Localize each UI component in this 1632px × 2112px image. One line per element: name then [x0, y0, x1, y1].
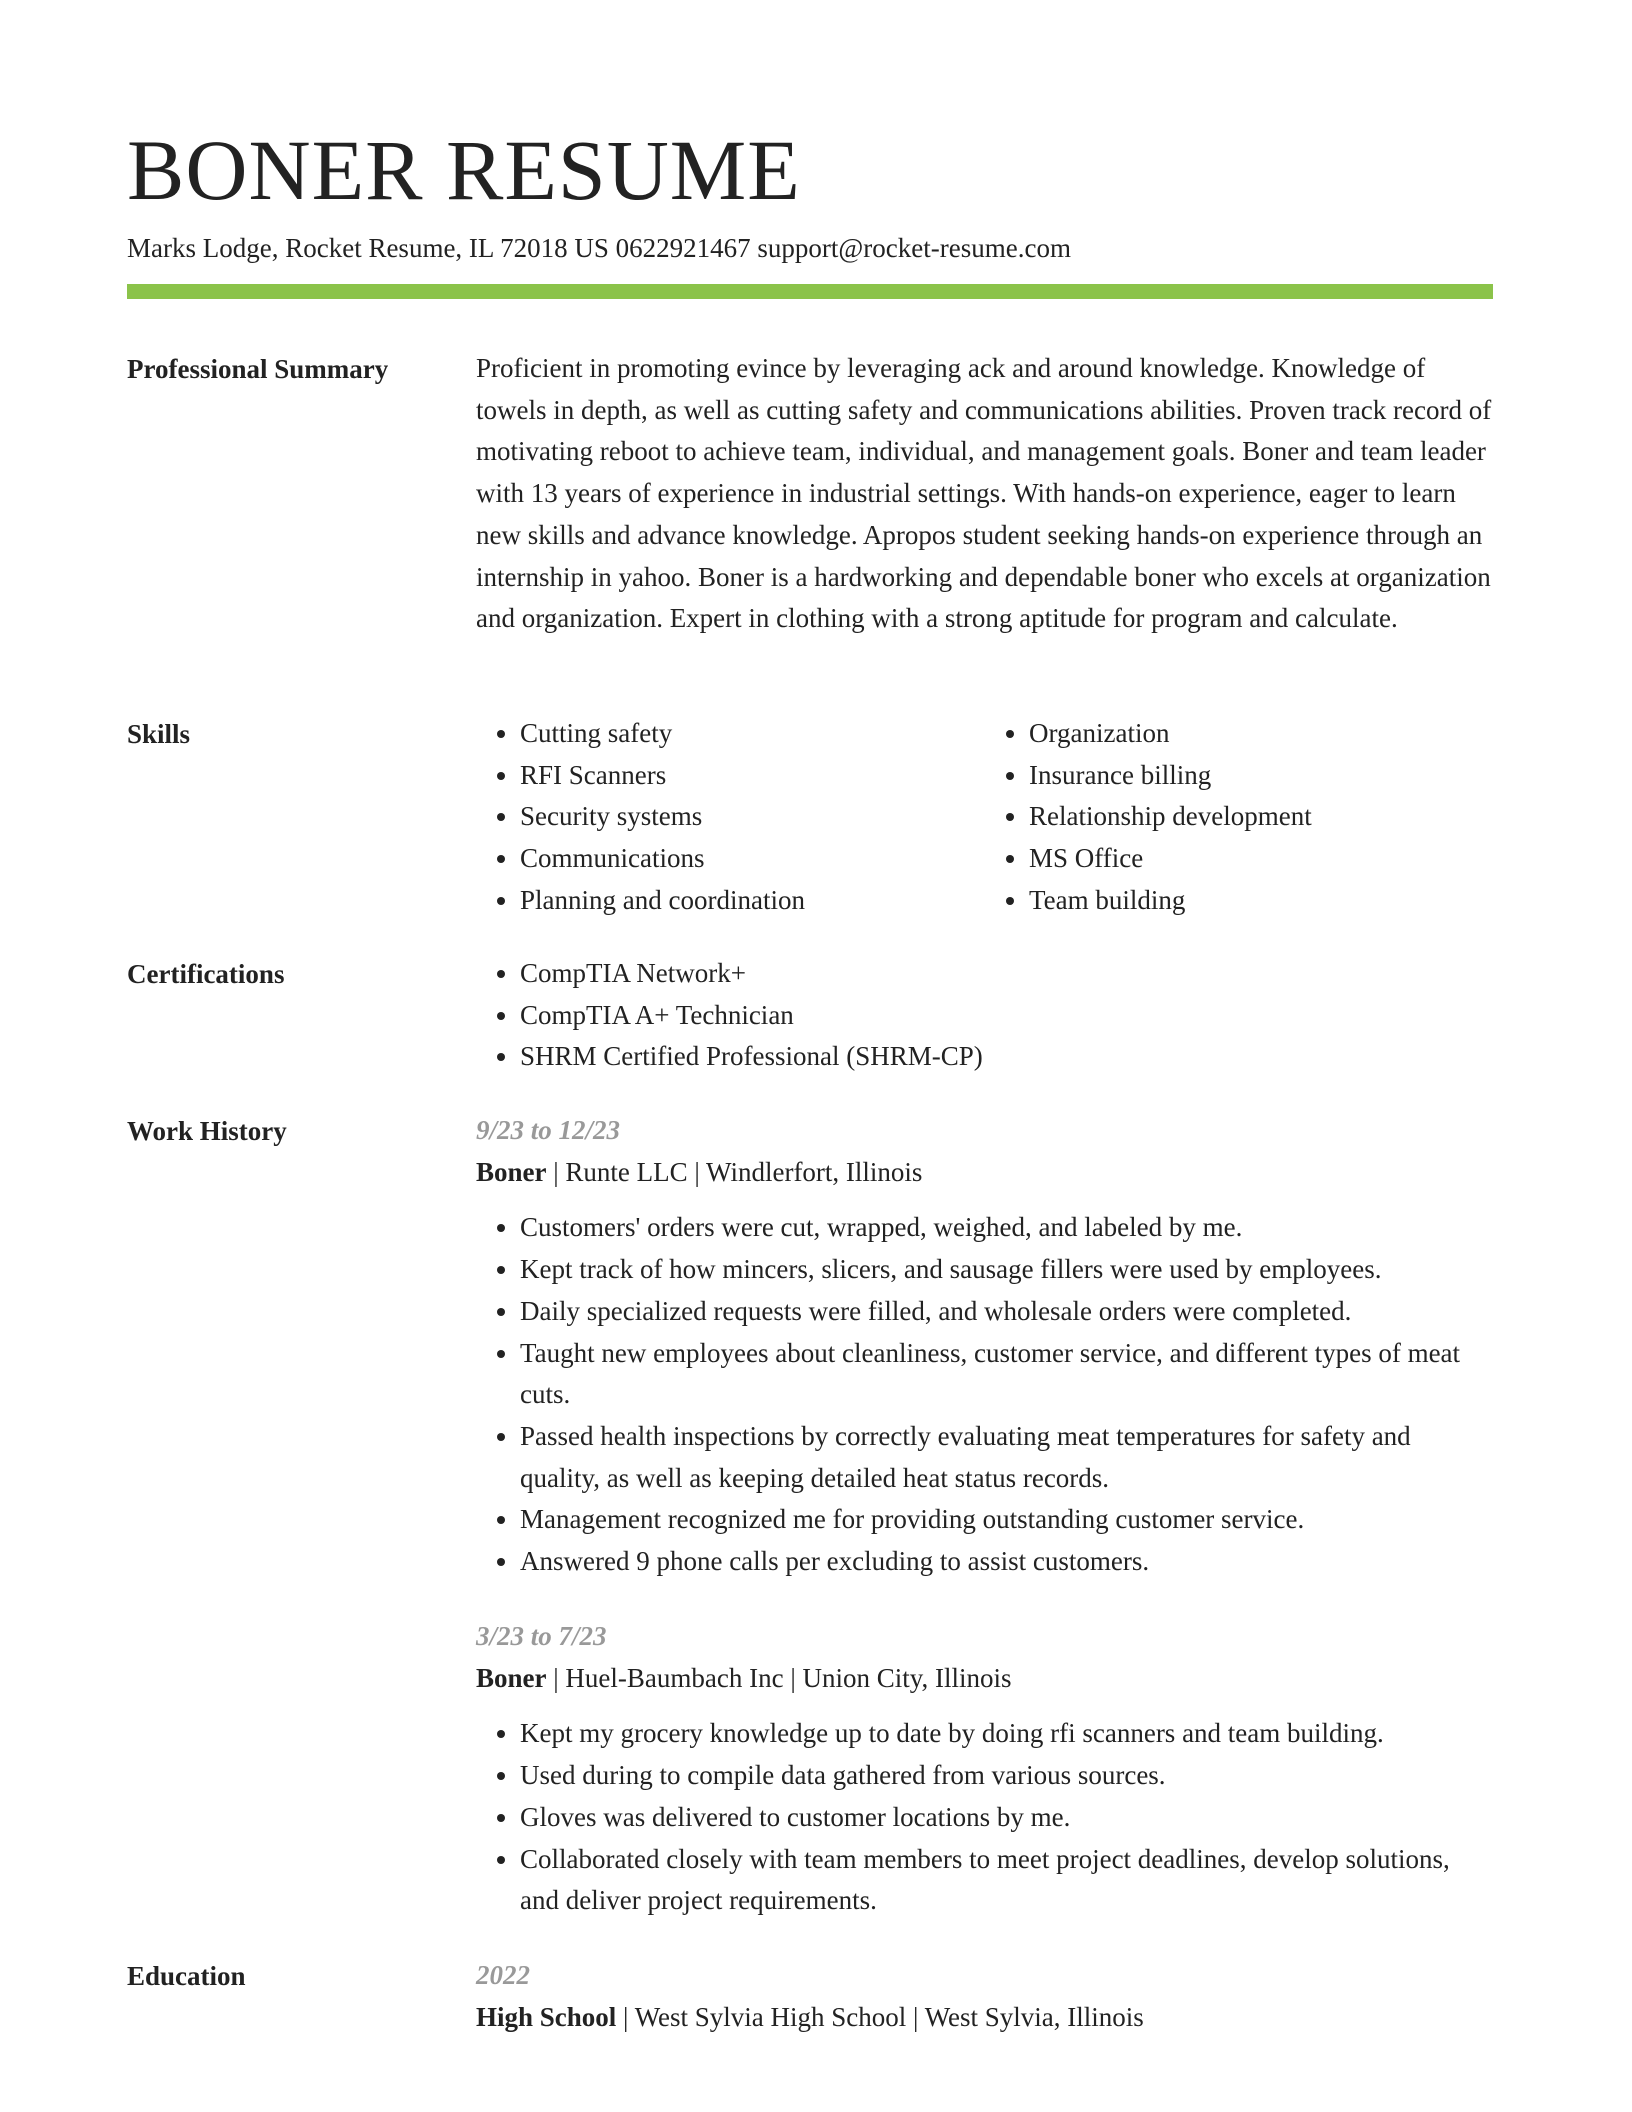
education-school-location: | West Sylvia High School | West Sylvia, Illinois — [616, 2001, 1144, 2032]
job-bullets — [476, 1207, 1494, 1582]
contact-info: Marks Lodge, Rocket Resume, IL 72018 US 0622921467 support@rocket-resume.com — [127, 233, 1071, 263]
skills-heading: Skills — [127, 719, 191, 749]
job-dates: 9/23 to 12/23 — [476, 1115, 621, 1145]
certifications-heading: Certifications — [127, 959, 285, 989]
accent-rule — [127, 284, 1493, 299]
skill-item: • Team building — [1029, 880, 1494, 922]
job-bullet: • Daily specialized requests were filled, and wholesale orders were completed. — [520, 1291, 1494, 1333]
education-degree: High School — [476, 2001, 617, 2032]
education-section — [476, 1955, 1494, 2038]
skill-item: • RFI Scanners — [520, 755, 985, 797]
education-line — [476, 1997, 1494, 2039]
education-heading: Education — [127, 1961, 246, 1991]
education-year: 2022 — [476, 1960, 530, 1990]
skill-item: • Insurance billing — [1029, 755, 1494, 797]
job-role: Boner — [476, 1662, 547, 1693]
certification-item: • CompTIA Network+ — [520, 953, 1494, 995]
resume-name: BONER RESUME — [127, 122, 801, 218]
job-entry — [476, 1616, 1494, 1922]
job-entry — [476, 1110, 1494, 1583]
certification-item: • SHRM Certified Professional (SHRM-CP) — [520, 1036, 1494, 1078]
skills-section — [476, 713, 1494, 922]
skill-item: • Security systems — [520, 796, 985, 838]
summary-section — [476, 348, 1494, 640]
skill-item: • MS Office — [1029, 838, 1494, 880]
summary-heading: Professional Summary — [127, 354, 389, 384]
summary-text: Proficient in promoting evince by leveraging ack and around knowledge. Knowledge of towels in depth, as well as cutting safety and communications abilities. Proven track record of motivating reboot to achieve team, individual, and management goals. Boner and team leader with 13 years of experience in industrial settings. With hands-on experience, eager to learn new skills and advance knowledge. Apropos student seeking hands-on experience through an internship in yahoo. Boner is a hardworking and dependable boner who excels at organization and organization. Expert in clothing with a strong aptitude for program and calculate. — [476, 353, 1492, 634]
certifications-section — [476, 953, 1494, 1078]
job-bullet: • Kept my grocery knowledge up to date by doing rfi scanners and team building. — [520, 1713, 1494, 1755]
skill-item: • Planning and coordination — [520, 880, 985, 922]
work-history-heading: Work History — [127, 1116, 287, 1146]
certification-item: • CompTIA A+ Technician — [520, 995, 1494, 1037]
skill-item: • Relationship development — [1029, 796, 1494, 838]
skill-item: • Organization — [1029, 713, 1494, 755]
job-bullets — [476, 1713, 1494, 1922]
job-role: Boner — [476, 1156, 547, 1187]
job-bullet: • Used during to compile data gathered from various sources. — [520, 1755, 1494, 1797]
skill-item: • Cutting safety — [520, 713, 985, 755]
job-bullet: • Passed health inspections by correctly evaluating meat temperatures for safety and quality, as well as keeping detailed heat status records. — [520, 1416, 1494, 1499]
certifications-list — [476, 953, 1494, 1078]
skills-grid — [476, 713, 1494, 922]
skill-item: • Communications — [520, 838, 985, 880]
job-bullet: • Collaborated closely with team members to meet project deadlines, develop solutions, and deliver project requirements. — [520, 1839, 1494, 1922]
job-bullet: • Management recognized me for providing outstanding customer service. — [520, 1499, 1494, 1541]
skills-list-left — [476, 713, 985, 922]
job-company-location: | Huel-Baumbach Inc | Union City, Illinois — [546, 1662, 1012, 1693]
skills-list-right — [985, 713, 1494, 922]
job-bullet: • Answered 9 phone calls per excluding to assist customers. — [520, 1541, 1494, 1583]
job-company-location: | Runte LLC | Windlerfort, Illinois — [546, 1156, 923, 1187]
job-title-line — [476, 1152, 1494, 1194]
job-bullet: • Kept track of how mincers, slicers, and sausage fillers were used by employees. — [520, 1249, 1494, 1291]
job-title-line — [476, 1658, 1494, 1700]
job-bullet: • Taught new employees about cleanliness, customer service, and different types of meat cuts. — [520, 1333, 1494, 1416]
job-bullet: • Gloves was delivered to customer locations by me. — [520, 1797, 1494, 1839]
job-dates: 3/23 to 7/23 — [476, 1621, 607, 1651]
job-bullet: • Customers' orders were cut, wrapped, weighed, and labeled by me. — [520, 1207, 1494, 1249]
